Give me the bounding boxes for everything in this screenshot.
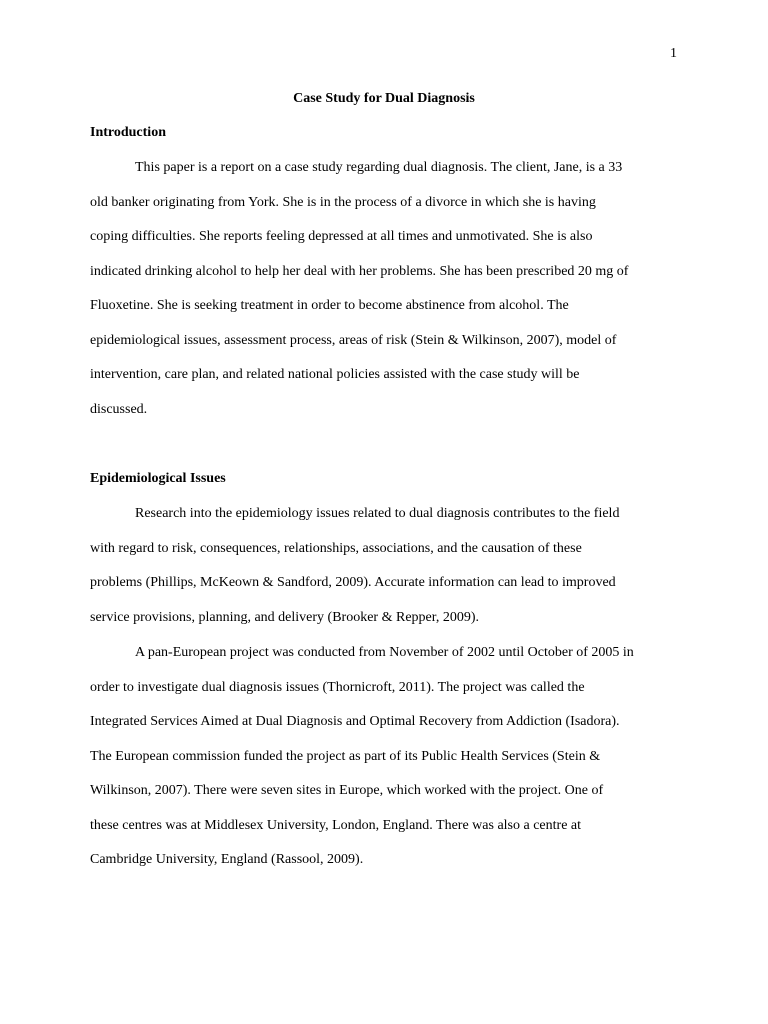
text-line: indicated drinking alcohol to help her deal with her problems. She has been prescribed 20 mg of (90, 264, 629, 279)
document-title: Case Study for Dual Diagnosis (293, 91, 475, 106)
text-line: Fluoxetine. She is seeking treatment in order to become abstinence from alcohol. The (90, 298, 569, 313)
text-line: A pan-European project was conducted from November of 2002 until October of 2005 in (135, 645, 634, 660)
section-heading-epidemiological-issues: Epidemiological Issues (90, 471, 226, 486)
text-line: service provisions, planning, and delivery (Brooker & Repper, 2009). (90, 610, 480, 625)
text-line: Research into the epidemiology issues related to dual diagnosis contributes to the field (135, 506, 620, 521)
page-number: 1 (670, 46, 677, 61)
text-line: order to investigate dual diagnosis issues (Thornicroft, 2011). The project was called the (90, 680, 585, 695)
text-line: these centres was at Middlesex University, London, England. There was also a centre at (90, 818, 582, 833)
text-line: discussed. (90, 402, 148, 417)
text-line: Cambridge University, England (Rassool, 2009). (90, 852, 364, 867)
text-line: The European commission funded the project as part of its Public Health Services (Stein & (90, 749, 601, 764)
text-line: Wilkinson, 2007). There were seven sites in Europe, which worked with the project. One of (90, 783, 604, 798)
text-line: old banker originating from York. She is in the process of a divorce in which she is having (90, 195, 596, 210)
text-line: coping difficulties. She reports feeling depressed at all times and unmotivated. She is also (90, 229, 593, 244)
text-line: intervention, care plan, and related national policies assisted with the case study will be (90, 367, 580, 382)
text-line: epidemiological issues, assessment process, areas of risk (Stein & Wilkinson, 2007), model of (90, 333, 617, 348)
text-line: with regard to risk, consequences, relationships, associations, and the causation of these (90, 541, 582, 556)
text-line: problems (Phillips, McKeown & Sandford, 2009). Accurate information can lead to improved (90, 575, 616, 590)
section-heading-introduction: Introduction (90, 125, 166, 140)
text-line: This paper is a report on a case study regarding dual diagnosis. The client, Jane, is a 33 (135, 160, 623, 175)
text-line: Integrated Services Aimed at Dual Diagnosis and Optimal Recovery from Addiction (Isadora). (90, 714, 620, 729)
